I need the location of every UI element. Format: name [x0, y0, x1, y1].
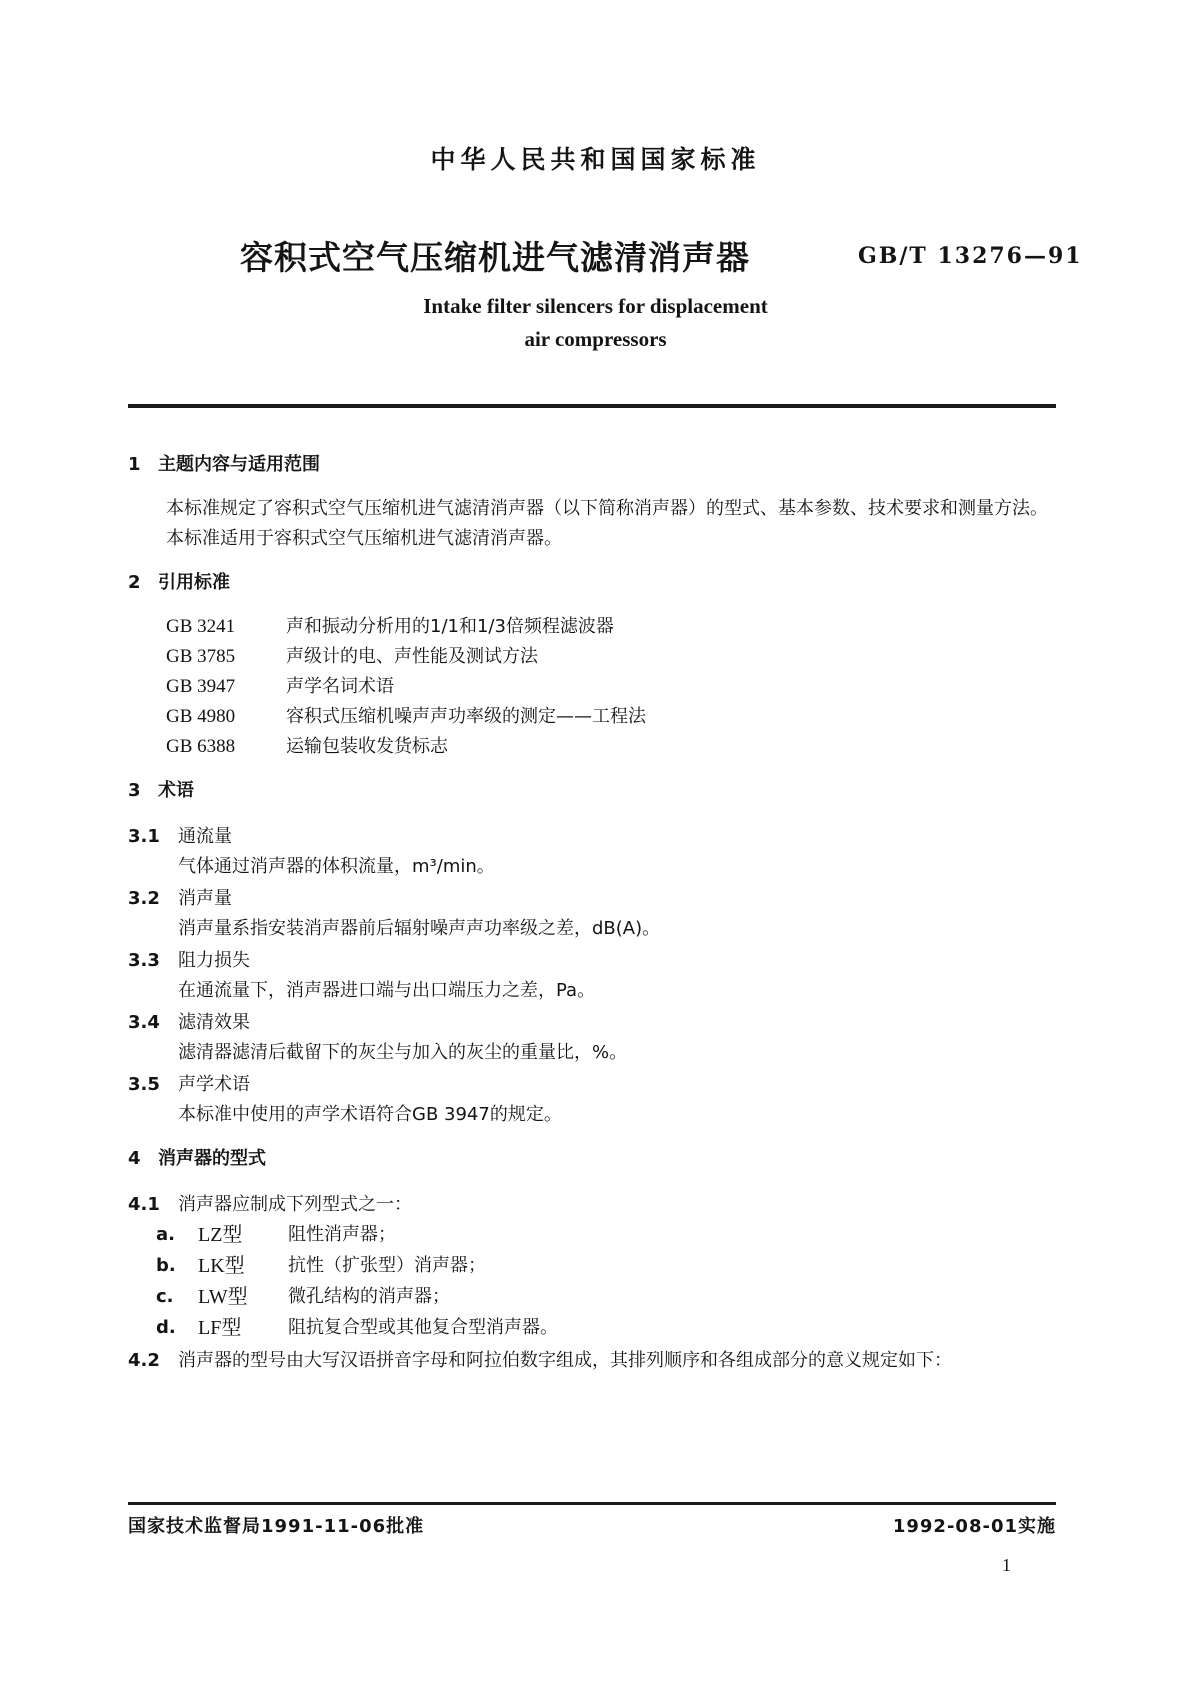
term-number: 3.1 [128, 826, 160, 847]
standard-title-cn: 容积式空气压缩机进气滤清消声器 [240, 238, 750, 277]
section-1-paragraph-1: 本标准规定了容积式空气压缩机进气滤清消声器（以下简称消声器）的型式、基本参数、技术要求和测量方法。 [166, 498, 1048, 519]
term-definition: 在通流量下，消声器进口端与出口端压力之差，Pa。 [178, 980, 596, 1001]
reference-code: GB 3241 [166, 616, 236, 637]
reference-title: 声级计的电、声性能及测试方法 [286, 646, 538, 667]
term-name: 通流量 [178, 826, 232, 847]
section-number: 4 [128, 1148, 141, 1169]
item-letter: d. [156, 1317, 176, 1338]
item-description: 阻抗复合型或其他复合型消声器。 [288, 1317, 558, 1338]
reference-list [166, 612, 1058, 762]
term-number: 3.5 [128, 1074, 160, 1095]
item-model: LZ型 [198, 1224, 243, 1246]
item-letter: b. [156, 1255, 176, 1276]
section-4-heading [128, 1144, 1058, 1174]
standard-code: GB/T 13276—91 [858, 243, 1083, 269]
type-item [156, 1251, 1058, 1282]
item-model: LF型 [198, 1317, 242, 1339]
term-heading [128, 1008, 1058, 1038]
term-heading [128, 946, 1058, 976]
section-number: 3 [128, 780, 141, 801]
section-number: 1 [128, 454, 141, 475]
clause-number: 4.1 [128, 1194, 160, 1215]
reference-item [166, 732, 1058, 762]
section-number: 2 [128, 572, 141, 593]
clause-4-1 [128, 1190, 1058, 1220]
section-title: 主题内容与适用范围 [158, 454, 320, 475]
section-1-paragraph-2: 本标准适用于容积式空气压缩机进气滤清消声器。 [166, 528, 562, 549]
term-heading [128, 1070, 1058, 1100]
section-1-heading [128, 450, 1058, 480]
term-number: 3.4 [128, 1012, 160, 1033]
type-item [156, 1282, 1058, 1313]
section-title: 消声器的型式 [158, 1148, 266, 1169]
section-2-heading [128, 568, 1058, 598]
term-number: 3.3 [128, 950, 160, 971]
national-standard-label: 中华人民共和国国家标准 [430, 145, 761, 174]
term-number: 3.2 [128, 888, 160, 909]
term-definition: 本标准中使用的声学术语符合GB 3947的规定。 [178, 1104, 562, 1125]
item-model: LW型 [198, 1286, 248, 1308]
reference-item [166, 642, 1058, 672]
header-rule [128, 404, 1056, 408]
reference-title: 运输包装收发货标志 [286, 736, 448, 757]
standard-title-en [0, 290, 1191, 356]
reference-title: 声和振动分析用的1/1和1/3倍频程滤波器 [286, 616, 614, 637]
reference-item [166, 612, 1058, 642]
section-3-heading [128, 776, 1058, 806]
reference-item [166, 672, 1058, 702]
reference-title: 容积式压缩机噪声声功率级的测定——工程法 [286, 706, 646, 727]
document-body [128, 450, 1058, 1376]
clause-text: 消声器的型号由大写汉语拼音字母和阿拉伯数字组成，其排列顺序和各组成部分的意义规定如下： [178, 1350, 952, 1371]
type-item [156, 1313, 1058, 1344]
item-letter: a. [156, 1224, 175, 1245]
title-en-line-2: air compressors [524, 327, 667, 351]
item-letter: c. [156, 1286, 174, 1307]
term-definition: 气体通过消声器的体积流量，m³/min。 [178, 856, 495, 877]
item-model: LK型 [198, 1255, 245, 1277]
term-heading [128, 884, 1058, 914]
term-heading [128, 822, 1058, 852]
reference-code: GB 6388 [166, 736, 236, 757]
reference-item [166, 702, 1058, 732]
reference-title: 声学名词术语 [286, 676, 394, 697]
item-description: 抗性（扩张型）消声器； [288, 1255, 486, 1276]
effective-date: 1992-08-01实施 [892, 1516, 1056, 1537]
type-list [156, 1220, 1058, 1344]
term-name: 滤清效果 [178, 1012, 250, 1033]
term-definition: 滤清器滤清后截留下的灰尘与加入的灰尘的重量比，%。 [178, 1042, 628, 1063]
item-description: 微孔结构的消声器； [288, 1286, 450, 1307]
term-name: 声学术语 [178, 1074, 250, 1095]
clause-number: 4.2 [128, 1350, 160, 1371]
term-definition: 消声量系指安装消声器前后辐射噪声声功率级之差，dB(A)。 [178, 918, 661, 939]
section-title: 引用标准 [158, 572, 230, 593]
term-name: 消声量 [178, 888, 232, 909]
section-title: 术语 [158, 780, 194, 801]
reference-code: GB 4980 [166, 706, 236, 727]
reference-code: GB 3947 [166, 676, 236, 697]
clause-4-2 [128, 1346, 1058, 1376]
page-number: 1 [1002, 1555, 1011, 1575]
term-name: 阻力损失 [178, 950, 250, 971]
title-en-line-1: Intake filter silencers for displacement [423, 294, 768, 318]
approval-date: 国家技术监督局1991-11-06批准 [128, 1516, 425, 1537]
type-item [156, 1220, 1058, 1251]
footer-rule [128, 1502, 1056, 1505]
item-description: 阻性消声器； [288, 1224, 396, 1245]
clause-text: 消声器应制成下列型式之一： [178, 1194, 412, 1215]
reference-code: GB 3785 [166, 646, 236, 667]
